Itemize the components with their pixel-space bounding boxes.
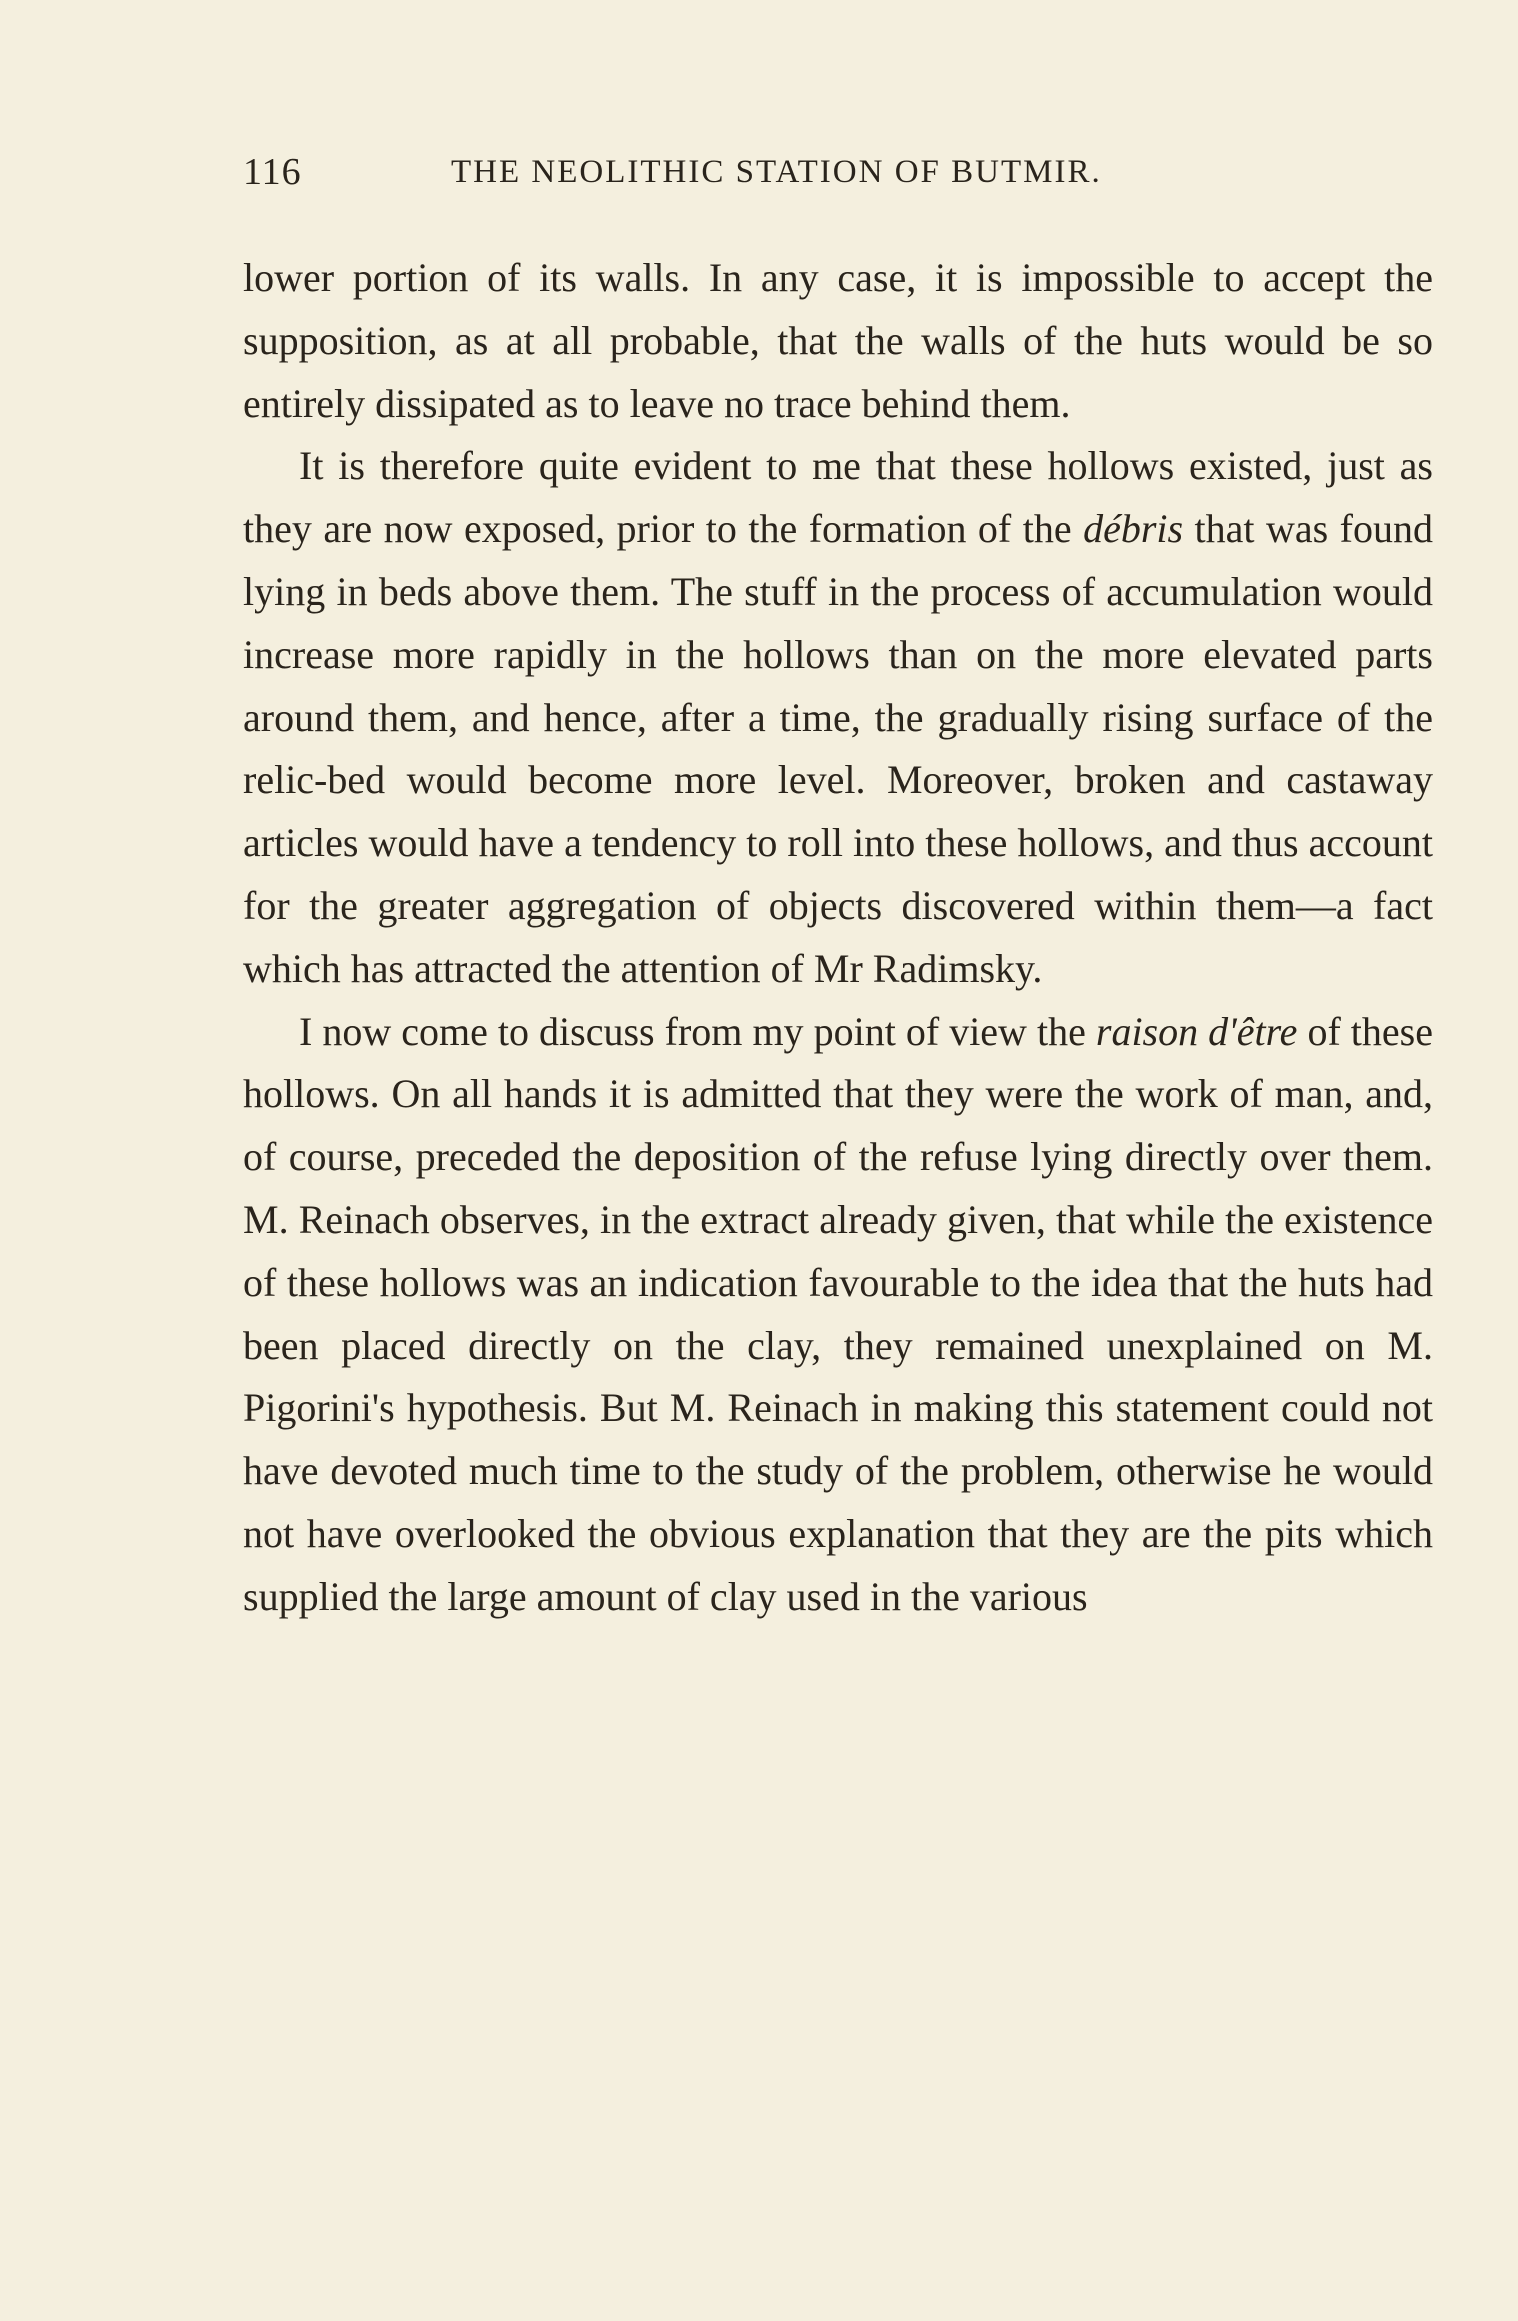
page-title: THE NEOLITHIC STATION OF BUTMIR. [451, 154, 1102, 190]
paragraph [243, 435, 1433, 1000]
body-text [243, 247, 1433, 1629]
page-number: 116 [243, 151, 302, 193]
text-run: It is therefore quite evident to me that these hollows existed, just as they are now exposed, prior to the formation of the [243, 443, 1433, 552]
text-run: I now come to discuss from my point of view the [299, 1008, 1096, 1054]
paragraph-continued [243, 247, 1433, 435]
running-head [243, 150, 1243, 210]
text-run: lower portion of its walls. In any case, it is impossible to accept the supposition, as at all probable, that the walls of the huts would be so entirely dissipated as to leave no trace behind them. [243, 255, 1433, 426]
paragraph [243, 1001, 1433, 1629]
italic-term: débris [1083, 506, 1184, 552]
text-run: that was found lying in beds above them. The stuff in the process of accumulation would increase more rapidly in the hollows than on the more elevated parts around them, and hence, after a time, the gradually rising surface of the relic-bed would become more level. Moreover, broken and castaway articles would have a tendency to roll into these hollows, and thus account for the greater aggregation of objects discovered within them—a fact which has attracted the attention of Mr Radimsky. [243, 506, 1433, 991]
italic-term: raison d'être [1095, 1008, 1298, 1054]
text-run: of these hollows. On all hands it is admitted that they were the work of man, and, of course, preceded the deposition of the refuse lying directly over them. M. Reinach observes, in the extract already given, that while the existence of these hollows was an indication favourable to the idea that the huts had been placed directly on the clay, they remained unexplained on M. Pigorini's hypothesis. But M. Reinach in making this statement could not have devoted much time to the study of the problem, otherwise he would not have overlooked the obvious explanation that they are the pits which supplied the large amount of clay used in the various [243, 1008, 1433, 1619]
